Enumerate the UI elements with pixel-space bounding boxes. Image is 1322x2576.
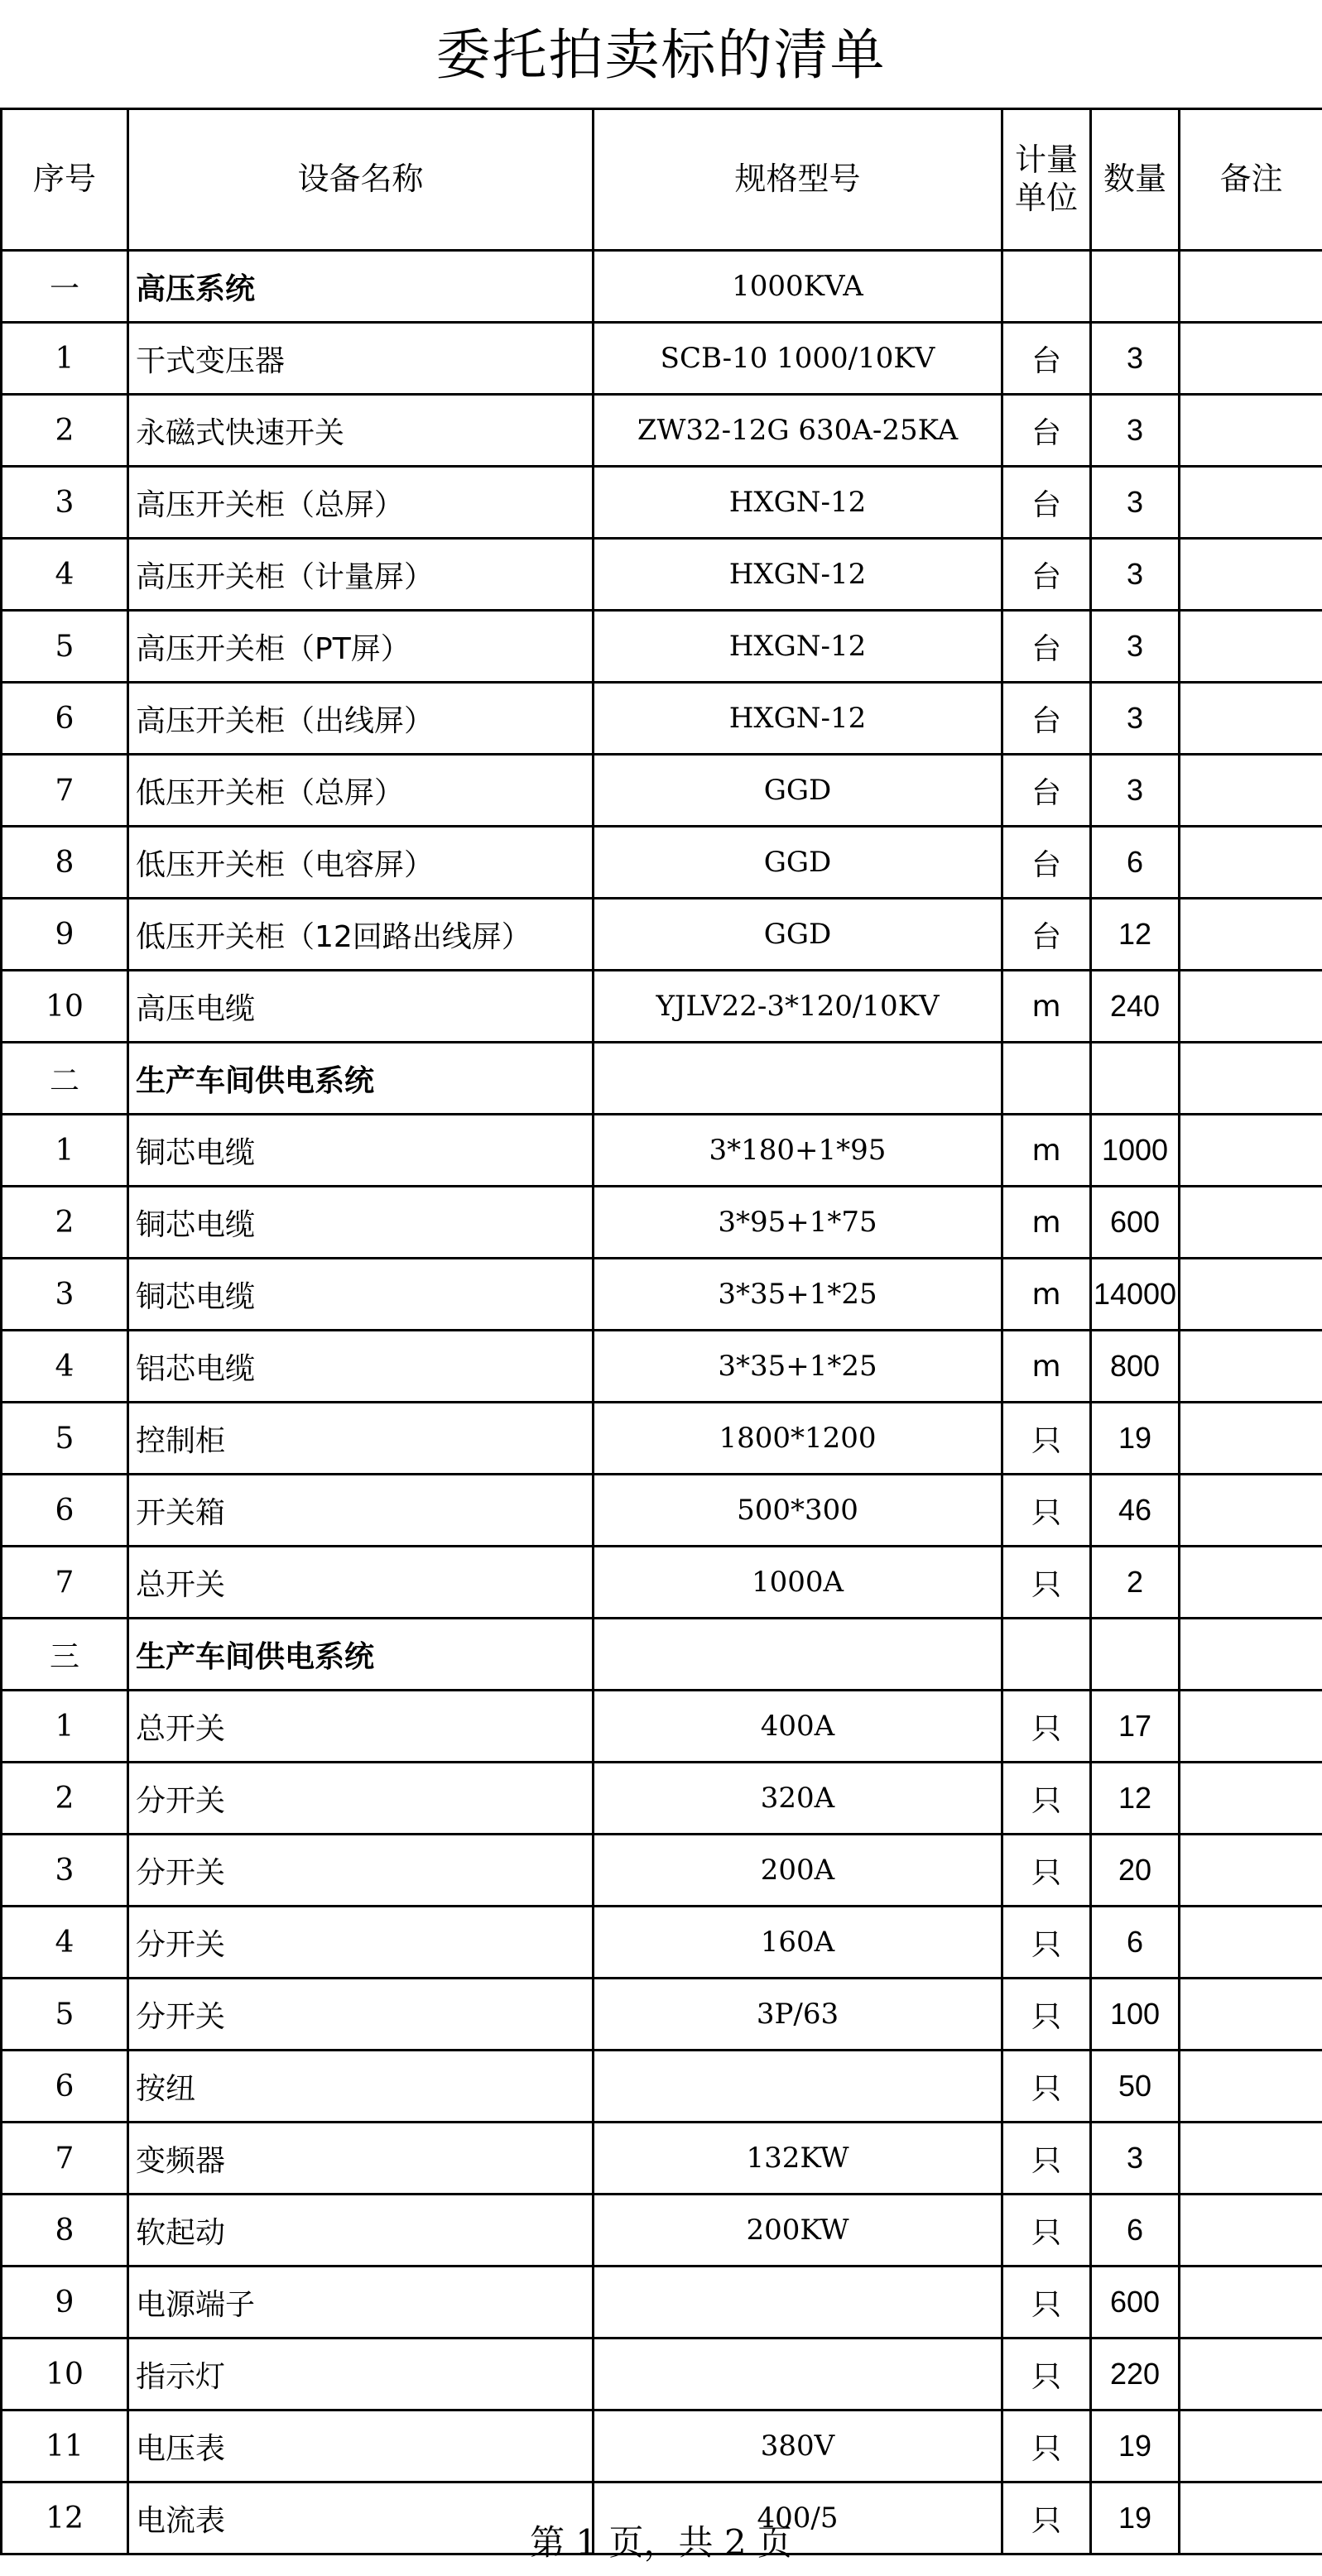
cell-seq: 12	[2, 2482, 128, 2554]
cell-unit: 台	[1002, 539, 1091, 611]
table-row	[2, 827, 1322, 899]
cell-spec: HXGN-12	[594, 611, 1002, 683]
header-seq: 序号	[2, 109, 128, 251]
table-row	[2, 1115, 1322, 1187]
cell-spec: 3*95+1*75	[594, 1187, 1002, 1259]
cell-note	[1180, 323, 1322, 395]
cell-spec: 3*35+1*25	[594, 1259, 1002, 1331]
cell-unit: m	[1002, 1331, 1091, 1403]
cell-name: 电流表	[128, 2482, 594, 2554]
cell-qty: 240	[1091, 971, 1180, 1043]
cell-spec	[594, 2051, 1002, 2123]
cell-qty: 20	[1091, 1835, 1180, 1907]
cell-unit: 台	[1002, 827, 1091, 899]
cell-seq: 二	[2, 1043, 128, 1115]
cell-spec: 132KW	[594, 2123, 1002, 2195]
cell-qty	[1091, 1043, 1180, 1115]
cell-name: 永磁式快速开关	[128, 395, 594, 467]
cell-seq: 3	[2, 467, 128, 539]
cell-qty: 6	[1091, 827, 1180, 899]
cell-seq: 7	[2, 1547, 128, 1619]
cell-seq: 8	[2, 2195, 128, 2267]
table-row	[2, 2051, 1322, 2123]
cell-qty: 12	[1091, 899, 1180, 971]
table-row	[2, 1259, 1322, 1331]
cell-seq: 三	[2, 1619, 128, 1691]
cell-unit: 只	[1002, 2051, 1091, 2123]
table-row	[2, 1907, 1322, 1979]
cell-name: 高压系统	[128, 251, 594, 323]
table-row	[2, 1547, 1322, 1619]
header-qty: 数量	[1091, 109, 1180, 251]
cell-seq: 2	[2, 1763, 128, 1835]
header-spec: 规格型号	[594, 109, 1002, 251]
table-row	[2, 1187, 1322, 1259]
cell-note	[1180, 1835, 1322, 1907]
cell-note	[1180, 1691, 1322, 1763]
cell-qty: 3	[1091, 539, 1180, 611]
cell-seq: 5	[2, 1403, 128, 1475]
cell-unit: 只	[1002, 2267, 1091, 2339]
cell-unit: m	[1002, 971, 1091, 1043]
cell-qty: 1000	[1091, 1115, 1180, 1187]
cell-seq: 4	[2, 1331, 128, 1403]
table-row	[2, 2195, 1322, 2267]
cell-name: 高压开关柜（总屏）	[128, 467, 594, 539]
cell-name: 指示灯	[128, 2339, 594, 2411]
cell-note	[1180, 539, 1322, 611]
cell-spec	[594, 1619, 1002, 1691]
cell-note	[1180, 2051, 1322, 2123]
cell-spec: GGD	[594, 755, 1002, 827]
cell-qty: 6	[1091, 1907, 1180, 1979]
cell-name: 总开关	[128, 1691, 594, 1763]
cell-seq: 5	[2, 1979, 128, 2051]
cell-unit: m	[1002, 1259, 1091, 1331]
cell-name: 总开关	[128, 1547, 594, 1619]
page-title: 委托拍卖标的清单	[435, 22, 887, 87]
cell-unit: 只	[1002, 2195, 1091, 2267]
cell-spec: HXGN-12	[594, 539, 1002, 611]
cell-name: 分开关	[128, 1907, 594, 1979]
cell-qty: 3	[1091, 323, 1180, 395]
cell-unit: 台	[1002, 683, 1091, 755]
cell-name: 分开关	[128, 1835, 594, 1907]
cell-name: 低压开关柜（总屏）	[128, 755, 594, 827]
table-row	[2, 539, 1322, 611]
cell-qty: 2	[1091, 1547, 1180, 1619]
cell-unit	[1002, 1619, 1091, 1691]
header-unit	[1002, 109, 1091, 251]
cell-spec: 1800*1200	[594, 1403, 1002, 1475]
cell-name: 开关箱	[128, 1475, 594, 1547]
section-row	[2, 1619, 1322, 1691]
cell-qty: 3	[1091, 755, 1180, 827]
cell-spec: 1000KVA	[594, 251, 1002, 323]
cell-qty: 3	[1091, 467, 1180, 539]
cell-seq: 7	[2, 755, 128, 827]
cell-unit	[1002, 1043, 1091, 1115]
cell-seq: 6	[2, 683, 128, 755]
cell-unit: 只	[1002, 1979, 1091, 2051]
cell-qty	[1091, 251, 1180, 323]
cell-unit: 台	[1002, 611, 1091, 683]
header-name: 设备名称	[128, 109, 594, 251]
table-body	[2, 251, 1322, 2554]
cell-qty: 100	[1091, 1979, 1180, 2051]
cell-qty: 3	[1091, 611, 1180, 683]
cell-unit: m	[1002, 1115, 1091, 1187]
cell-unit: 台	[1002, 899, 1091, 971]
cell-unit: 台	[1002, 755, 1091, 827]
cell-name: 低压开关柜（电容屏）	[128, 827, 594, 899]
cell-note	[1180, 827, 1322, 899]
cell-unit: 只	[1002, 1475, 1091, 1547]
cell-qty: 3	[1091, 395, 1180, 467]
cell-spec: YJLV22-3*120/10KV	[594, 971, 1002, 1043]
cell-seq: 1	[2, 323, 128, 395]
cell-spec: 380V	[594, 2411, 1002, 2482]
cell-name: 高压电缆	[128, 971, 594, 1043]
cell-spec: GGD	[594, 827, 1002, 899]
table-row	[2, 1763, 1322, 1835]
table-row	[2, 755, 1322, 827]
cell-note	[1180, 2267, 1322, 2339]
cell-name: 铜芯电缆	[128, 1115, 594, 1187]
cell-qty: 14000	[1091, 1259, 1180, 1331]
cell-spec	[594, 2267, 1002, 2339]
header-unit-line2: 单位	[1014, 180, 1078, 216]
cell-unit	[1002, 251, 1091, 323]
cell-unit: 台	[1002, 323, 1091, 395]
cell-note	[1180, 1043, 1322, 1115]
table-row	[2, 1475, 1322, 1547]
cell-seq: 10	[2, 971, 128, 1043]
table-row	[2, 971, 1322, 1043]
cell-spec: 3*180+1*95	[594, 1115, 1002, 1187]
cell-qty: 12	[1091, 1763, 1180, 1835]
page-footer: 第 1 页，共 2 页	[530, 2522, 792, 2563]
cell-seq: 6	[2, 1475, 128, 1547]
cell-seq: 1	[2, 1691, 128, 1763]
cell-seq: 5	[2, 611, 128, 683]
cell-seq: 4	[2, 1907, 128, 1979]
cell-spec: 3P/63	[594, 1979, 1002, 2051]
cell-name: 变频器	[128, 2123, 594, 2195]
cell-note	[1180, 395, 1322, 467]
cell-name: 生产车间供电系统	[128, 1043, 594, 1115]
header-note: 备注	[1180, 109, 1322, 251]
cell-name: 铜芯电缆	[128, 1259, 594, 1331]
cell-spec: 160A	[594, 1907, 1002, 1979]
cell-qty: 50	[1091, 2051, 1180, 2123]
cell-note	[1180, 2411, 1322, 2482]
cell-qty: 19	[1091, 2411, 1180, 2482]
cell-name: 铜芯电缆	[128, 1187, 594, 1259]
cell-note	[1180, 1763, 1322, 1835]
cell-seq: 1	[2, 1115, 128, 1187]
cell-note	[1180, 1547, 1322, 1619]
cell-note	[1180, 2195, 1322, 2267]
cell-name: 高压开关柜（出线屏）	[128, 683, 594, 755]
cell-qty: 600	[1091, 1187, 1180, 1259]
cell-spec: 1000A	[594, 1547, 1002, 1619]
cell-seq: 7	[2, 2123, 128, 2195]
cell-seq: 一	[2, 251, 128, 323]
cell-qty	[1091, 1619, 1180, 1691]
table-header-row	[2, 109, 1322, 251]
cell-spec: GGD	[594, 899, 1002, 971]
cell-name: 分开关	[128, 1979, 594, 2051]
cell-note	[1180, 1115, 1322, 1187]
table-row	[2, 2267, 1322, 2339]
cell-qty: 19	[1091, 2482, 1180, 2554]
table-row	[2, 1691, 1322, 1763]
table-row	[2, 1403, 1322, 1475]
cell-seq: 9	[2, 2267, 128, 2339]
table-row	[2, 1979, 1322, 2051]
cell-name: 高压开关柜（计量屏）	[128, 539, 594, 611]
cell-name: 按纽	[128, 2051, 594, 2123]
table-row	[2, 899, 1322, 971]
cell-note	[1180, 467, 1322, 539]
cell-name: 生产车间供电系统	[128, 1619, 594, 1691]
table-row	[2, 2339, 1322, 2411]
cell-unit: 只	[1002, 2123, 1091, 2195]
cell-unit: m	[1002, 1187, 1091, 1259]
cell-unit: 台	[1002, 395, 1091, 467]
cell-unit: 只	[1002, 2482, 1091, 2554]
cell-name: 铝芯电缆	[128, 1331, 594, 1403]
cell-seq: 6	[2, 2051, 128, 2123]
cell-unit: 只	[1002, 1403, 1091, 1475]
section-row	[2, 251, 1322, 323]
cell-note	[1180, 1907, 1322, 1979]
table-row	[2, 1331, 1322, 1403]
cell-spec: 3*35+1*25	[594, 1331, 1002, 1403]
cell-seq: 2	[2, 395, 128, 467]
cell-qty: 46	[1091, 1475, 1180, 1547]
cell-name: 控制柜	[128, 1403, 594, 1475]
cell-spec: ZW32-12G 630A-25KA	[594, 395, 1002, 467]
table-row	[2, 2411, 1322, 2482]
cell-unit: 台	[1002, 467, 1091, 539]
cell-qty: 17	[1091, 1691, 1180, 1763]
cell-qty: 3	[1091, 683, 1180, 755]
cell-seq: 9	[2, 899, 128, 971]
cell-seq: 8	[2, 827, 128, 899]
table-row	[2, 2123, 1322, 2195]
cell-note	[1180, 1331, 1322, 1403]
cell-unit: 只	[1002, 1835, 1091, 1907]
cell-qty: 6	[1091, 2195, 1180, 2267]
cell-note	[1180, 1475, 1322, 1547]
cell-name: 电源端子	[128, 2267, 594, 2339]
table-row	[2, 467, 1322, 539]
cell-unit: 只	[1002, 1907, 1091, 1979]
cell-note	[1180, 899, 1322, 971]
cell-note	[1180, 611, 1322, 683]
cell-unit: 只	[1002, 2411, 1091, 2482]
cell-unit: 只	[1002, 2339, 1091, 2411]
table-row	[2, 395, 1322, 467]
cell-name: 高压开关柜（PT屏）	[128, 611, 594, 683]
cell-spec: HXGN-12	[594, 683, 1002, 755]
cell-qty: 19	[1091, 1403, 1180, 1475]
cell-note	[1180, 2339, 1322, 2411]
cell-spec	[594, 2339, 1002, 2411]
cell-note	[1180, 1403, 1322, 1475]
cell-name: 电压表	[128, 2411, 594, 2482]
cell-name: 干式变压器	[128, 323, 594, 395]
cell-name: 低压开关柜（12回路出线屏）	[128, 899, 594, 971]
cell-spec: 500*300	[594, 1475, 1002, 1547]
cell-note	[1180, 683, 1322, 755]
cell-note	[1180, 251, 1322, 323]
cell-qty: 3	[1091, 2123, 1180, 2195]
cell-spec: 200A	[594, 1835, 1002, 1907]
cell-spec: 320A	[594, 1763, 1002, 1835]
cell-spec: 400A	[594, 1691, 1002, 1763]
cell-spec: HXGN-12	[594, 467, 1002, 539]
table-row	[2, 1835, 1322, 1907]
header-unit-line1: 计量	[1014, 142, 1078, 179]
cell-note	[1180, 1979, 1322, 2051]
cell-spec: SCB-10 1000/10KV	[594, 323, 1002, 395]
cell-qty: 220	[1091, 2339, 1180, 2411]
cell-note	[1180, 2123, 1322, 2195]
cell-note	[1180, 971, 1322, 1043]
cell-note	[1180, 1619, 1322, 1691]
cell-unit: 只	[1002, 1547, 1091, 1619]
cell-note	[1180, 755, 1322, 827]
cell-note	[1180, 1259, 1322, 1331]
cell-seq: 11	[2, 2411, 128, 2482]
table-row	[2, 323, 1322, 395]
cell-qty: 800	[1091, 1331, 1180, 1403]
cell-spec	[594, 1043, 1002, 1115]
cell-note	[1180, 1187, 1322, 1259]
cell-qty: 600	[1091, 2267, 1180, 2339]
cell-unit: 只	[1002, 1691, 1091, 1763]
cell-seq: 3	[2, 1835, 128, 1907]
cell-seq: 3	[2, 1259, 128, 1331]
cell-seq: 2	[2, 1187, 128, 1259]
table-row	[2, 611, 1322, 683]
cell-unit: 只	[1002, 1763, 1091, 1835]
section-row	[2, 1043, 1322, 1115]
auction-item-table	[0, 108, 1322, 2555]
cell-spec: 400/5	[594, 2482, 1002, 2554]
cell-name: 分开关	[128, 1763, 594, 1835]
table-row	[2, 683, 1322, 755]
cell-seq: 4	[2, 539, 128, 611]
cell-spec: 200KW	[594, 2195, 1002, 2267]
cell-name: 软起动	[128, 2195, 594, 2267]
cell-seq: 10	[2, 2339, 128, 2411]
